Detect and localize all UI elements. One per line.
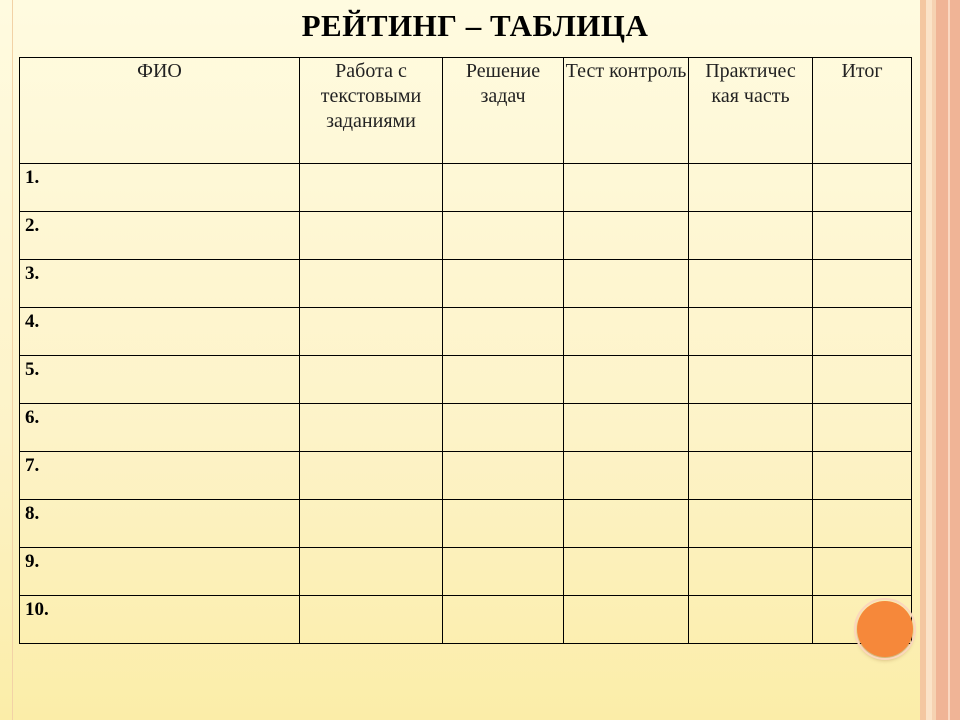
table-cell (300, 308, 443, 356)
table-cell (443, 260, 564, 308)
table-cell (689, 164, 813, 212)
orange-circle-decoration (857, 601, 913, 657)
left-border-line (12, 0, 13, 720)
table-row (20, 260, 912, 308)
table-row (20, 212, 912, 260)
table-cell (300, 212, 443, 260)
rating-table (19, 57, 912, 644)
row-number: 4. (20, 308, 300, 356)
table-cell (813, 452, 912, 500)
table-cell (443, 212, 564, 260)
table-cell (443, 548, 564, 596)
table-cell (813, 500, 912, 548)
table-cell (564, 260, 689, 308)
table-cell (564, 356, 689, 404)
header-problem-solving: Решение задач (443, 58, 564, 164)
table-cell (300, 404, 443, 452)
table-cell (813, 164, 912, 212)
table-cell (443, 404, 564, 452)
row-number: 6. (20, 404, 300, 452)
table-cell (564, 452, 689, 500)
header-practical-part: Практичес кая часть (689, 58, 813, 164)
header-total: Итог (813, 58, 912, 164)
row-number: 1. (20, 164, 300, 212)
table-row (20, 500, 912, 548)
table-row (20, 308, 912, 356)
table-cell (564, 500, 689, 548)
table-cell (300, 452, 443, 500)
table-cell (689, 452, 813, 500)
table-cell (300, 548, 443, 596)
header-text-tasks: Работа с текстовыми заданиями (300, 58, 443, 164)
table-cell (300, 596, 443, 644)
table-cell (443, 596, 564, 644)
table-cell (689, 356, 813, 404)
header-test-control: Тест контроль (564, 58, 689, 164)
table-cell (300, 260, 443, 308)
row-number: 5. (20, 356, 300, 404)
table-cell (564, 308, 689, 356)
table-cell (689, 500, 813, 548)
table-cell (689, 596, 813, 644)
row-number: 8. (20, 500, 300, 548)
table-cell (689, 260, 813, 308)
table-cell (564, 548, 689, 596)
table-header-row (20, 58, 912, 164)
table-cell (564, 596, 689, 644)
table-cell (564, 404, 689, 452)
table-cell (443, 356, 564, 404)
table-row (20, 164, 912, 212)
header-fio: ФИО (20, 58, 300, 164)
table-cell (300, 500, 443, 548)
table-cell (689, 212, 813, 260)
table-cell (689, 548, 813, 596)
table-cell (813, 212, 912, 260)
slide-title: РЕЙТИНГ – ТАБЛИЦА (301, 8, 649, 43)
table-cell (443, 452, 564, 500)
table-cell (813, 356, 912, 404)
row-number: 3. (20, 260, 300, 308)
table-cell (443, 500, 564, 548)
table-cell (813, 404, 912, 452)
table-cell (443, 308, 564, 356)
table-cell (813, 548, 912, 596)
row-number: 2. (20, 212, 300, 260)
row-number: 7. (20, 452, 300, 500)
right-decorative-band (920, 0, 960, 720)
row-number: 9. (20, 548, 300, 596)
table-cell (300, 164, 443, 212)
table-cell (564, 164, 689, 212)
table-row (20, 548, 912, 596)
table-cell (813, 308, 912, 356)
table-cell (443, 164, 564, 212)
table-row (20, 452, 912, 500)
table-cell (689, 404, 813, 452)
table-cell (813, 260, 912, 308)
row-number: 10. (20, 596, 300, 644)
table-cell (689, 308, 813, 356)
table-row (20, 356, 912, 404)
table-cell (564, 212, 689, 260)
table-row (20, 404, 912, 452)
table-row (20, 596, 912, 644)
table-cell (300, 356, 443, 404)
